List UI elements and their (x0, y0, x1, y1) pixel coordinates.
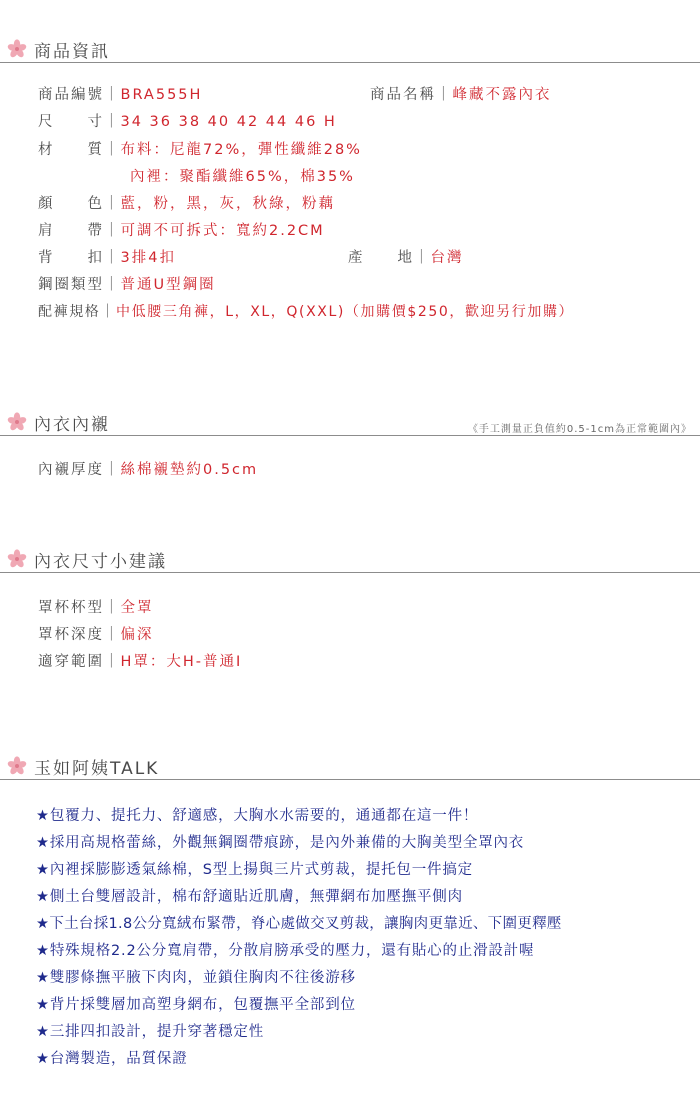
measurement-note: 《手工測量正負值約0.5-1cm為正常範圍內》 (467, 424, 692, 435)
talk-line: ★雙膠條撫平腋下肉肉，並鎖住胸肉不往後游移 (36, 970, 356, 986)
star-icon: ★ (36, 916, 50, 932)
talk-line: ★側土台雙層設計，棉布舒適貼近肌膚，無彈網布加壓撫平側肉 (36, 889, 463, 905)
section-title: 商品資訊 (34, 42, 110, 62)
talk-line: ★包覆力、提托力、舒適感，大胸水水需要的，通通都在這一件！ (36, 808, 479, 824)
star-icon: ★ (36, 997, 50, 1013)
talk-line: ★內裡採膨膨透氣絲棉，S型上揚與三片式剪裁，提托包一件搞定 (36, 862, 473, 878)
spec-row-strap: 肩 帶｜可調不可拆式：寬約2.2CM (38, 223, 325, 239)
talk-line: ★三排四扣設計，提升穿著穩定性 (36, 1024, 265, 1040)
section-header-lining (0, 406, 700, 436)
spec-row-thickness: 內襯厚度｜絲棉襯墊約0.5cm (38, 462, 259, 478)
spec-row-color: 顏 色｜藍，粉，黑，灰，秋綠，粉藕 (38, 196, 335, 212)
spec-row-material-lining: 內裡：聚酯纖維65%，棉35% (130, 169, 355, 185)
spec-row-code: 商品編號｜BRA555H (38, 87, 203, 103)
section-header-size-advice (0, 543, 700, 573)
star-icon: ★ (36, 862, 50, 878)
flower-icon (7, 412, 27, 432)
spec-row-range: 適穿範圍｜H罩：大H-普通I (38, 654, 243, 670)
spec-row-material: 材 質｜布料：尼龍72%，彈性纖維28% (38, 142, 362, 158)
section-title: 內衣內襯 (34, 415, 110, 435)
spec-row-cup-type: 罩杯杯型｜全罩 (38, 600, 154, 616)
star-icon: ★ (36, 1024, 50, 1040)
spec-row-wire: 鋼圈類型｜普通U型鋼圈 (38, 277, 216, 293)
star-icon: ★ (36, 835, 50, 851)
star-icon: ★ (36, 808, 50, 824)
star-icon: ★ (36, 970, 50, 986)
section-header-product-info (0, 33, 700, 63)
spec-row-size: 尺 寸｜34 36 38 40 42 44 46 H (38, 114, 337, 130)
flower-icon (7, 549, 27, 569)
spec-row-cup-depth: 罩杯深度｜偏深 (38, 627, 154, 643)
star-icon: ★ (36, 889, 50, 905)
spec-row-pants: 配褲規格｜中低腰三角褲，L，XL，Q(XXL)（加購價$250，歡迎另行加購） (38, 304, 575, 320)
talk-line: ★採用高規格蕾絲，外觀無鋼圈帶痕跡，是內外兼備的大胸美型全罩內衣 (36, 835, 525, 851)
spec-row-origin: 產 地｜台灣 (348, 250, 464, 266)
spec-row-name: 商品名稱｜峰藏不露內衣 (370, 87, 552, 103)
star-icon: ★ (36, 1051, 50, 1067)
talk-line: ★背片採雙層加高塑身網布，包覆撫平全部到位 (36, 997, 356, 1013)
spec-row-hook: 背 扣｜3排4扣 (38, 250, 176, 266)
flower-icon (7, 39, 27, 59)
star-icon: ★ (36, 943, 50, 959)
talk-line: ★下土台採1.8公分寬絨布緊帶，脊心處做交叉剪裁，讓胸肉更靠近、下圍更釋壓 (36, 916, 562, 932)
flower-icon (7, 756, 27, 776)
talk-line: ★特殊規格2.2公分寬肩帶，分散肩膀承受的壓力，還有貼心的止滑設計喔 (36, 943, 535, 959)
section-title: 內衣尺寸小建議 (34, 552, 167, 572)
section-header-talk (0, 750, 700, 780)
talk-line: ★台灣製造，品質保證 (36, 1051, 188, 1067)
section-title: 玉如阿姨TALK (34, 759, 160, 779)
